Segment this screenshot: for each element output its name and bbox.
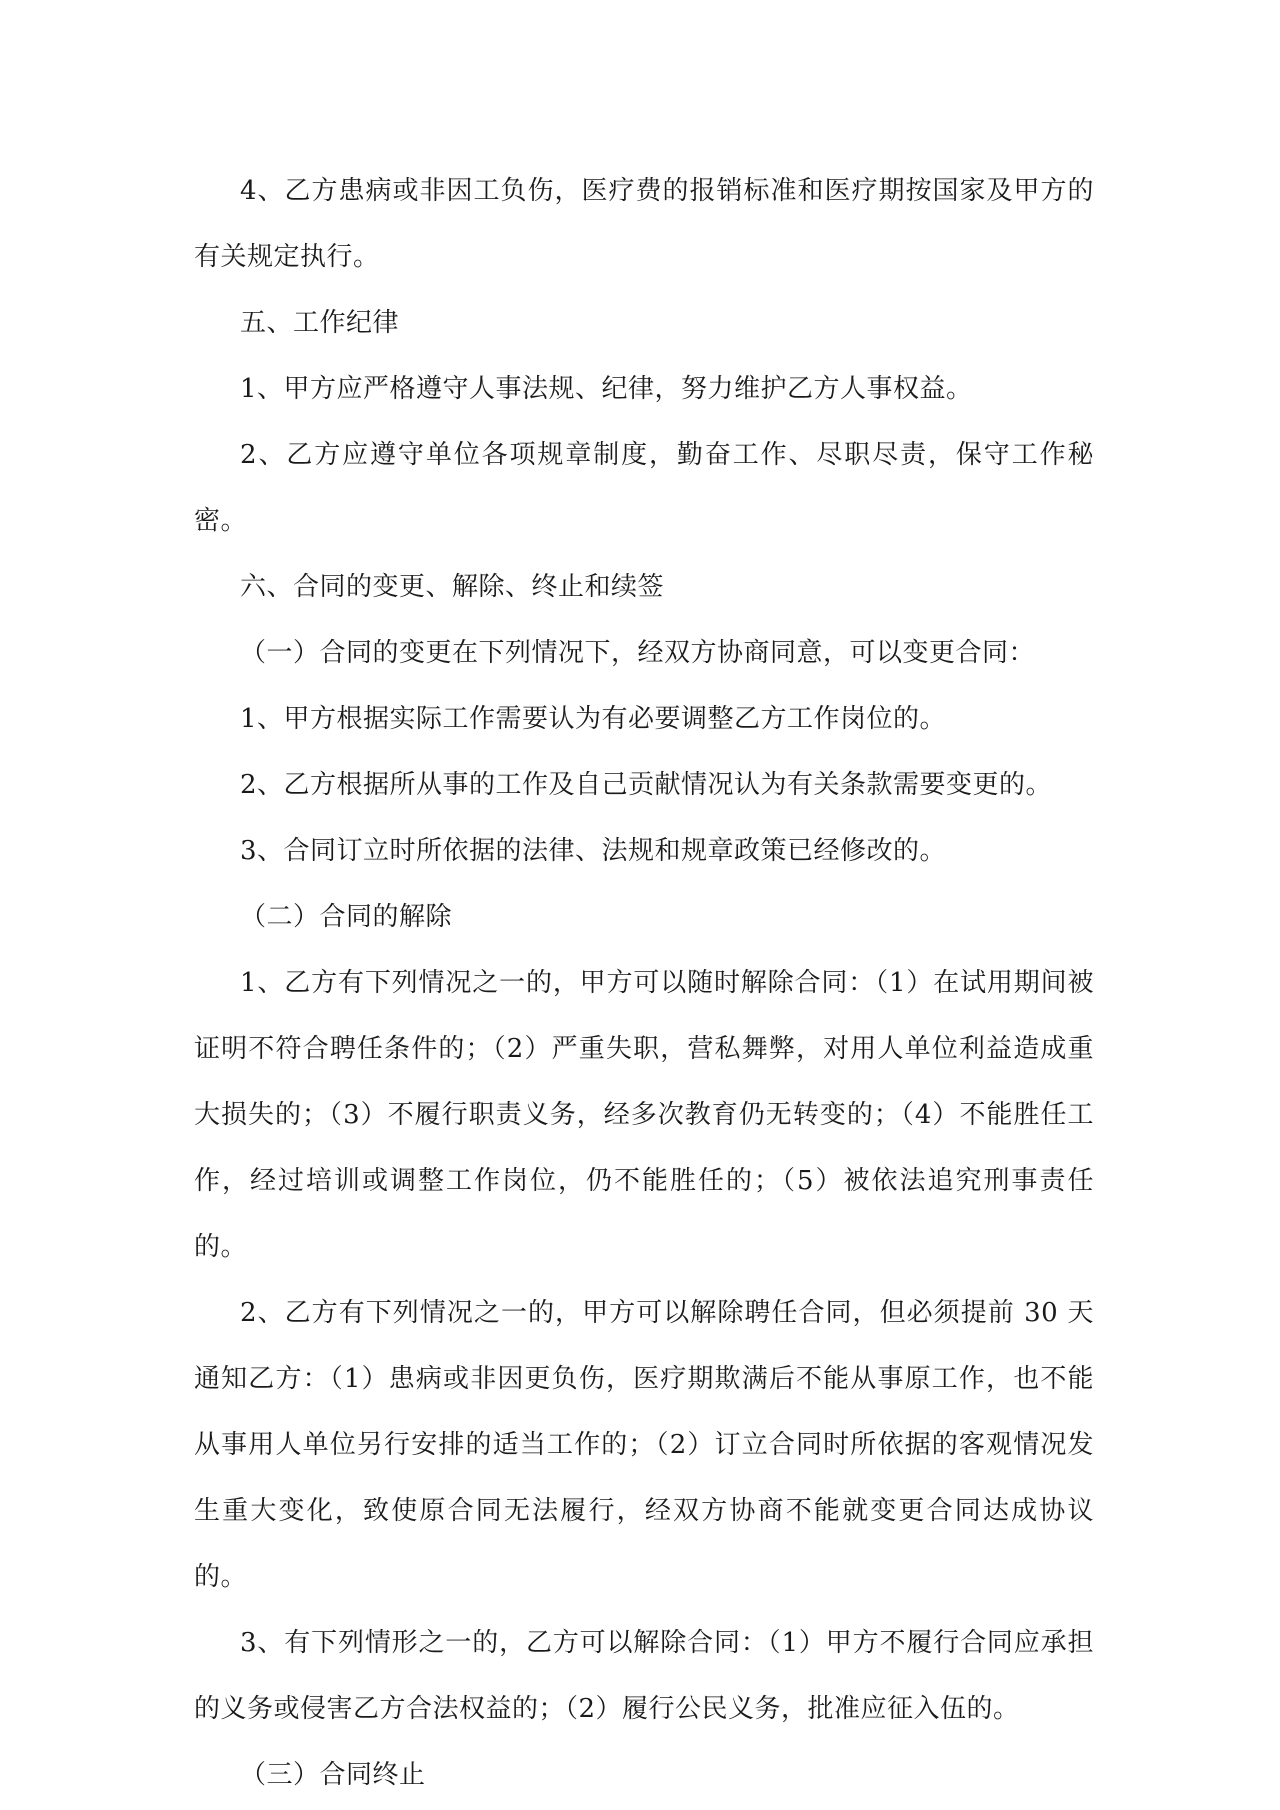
subsection-heading-contract-end: （三）合同终止 <box>240 1760 426 1790</box>
paragraph-modification-2: 2、乙方根据所从事的工作及自己贡献情况认为有关条款需要变更的。 <box>240 770 1053 800</box>
subsection-heading-contract-modification: （一）合同的变更在下列情况下，经双方协商同意，可以变更合同： <box>240 638 1036 668</box>
paragraph-termination-3: 3、有下列情形之一的，乙方可以解除合同：（1）甲方不履行合同应承担的义务或侵害乙方合法权益的；（2）履行公民义务，批准应征入伍的。 <box>194 1628 1094 1724</box>
document-body <box>194 158 1094 1808</box>
paragraph-termination-1: 1、乙方有下列情况之一的，甲方可以随时解除合同：（1）在试用期间被证明不符合聘任条件的；（2）严重失职，营私舞弊，对用人单位利益造成重大损失的；（3）不履行职责义务，经多次教育仍无转变的；（4）不能胜任工作，经过培训或调整工作岗位，仍不能胜任的；（5）被依法追究刑事责任的。 <box>194 968 1094 1262</box>
section-heading-work-discipline: 五、工作纪律 <box>240 308 400 338</box>
subsection-heading-contract-termination: （二）合同的解除 <box>240 902 453 932</box>
paragraph-medical-expenses: 4、乙方患病或非因工负伤，医疗费的报销标准和医疗期按国家及甲方的有关规定执行。 <box>194 176 1094 272</box>
paragraph-modification-1: 1、甲方根据实际工作需要认为有必要调整乙方工作岗位的。 <box>240 704 947 734</box>
paragraph-termination-2: 2、乙方有下列情况之一的，甲方可以解除聘任合同，但必须提前 30 天通知乙方：（1）患病或非因更负伤，医疗期欺满后不能从事原工作，也不能从事用人单位另行安排的适当工作的；（2）订立合同时所依据的客观情况发生重大变化，致使原合同无法履行，经双方协商不能就变更合同达成协议的。 <box>194 1298 1094 1592</box>
paragraph-discipline-party-a: 1、甲方应严格遵守人事法规、纪律，努力维护乙方人事权益。 <box>240 374 973 404</box>
paragraph-modification-3: 3、合同订立时所依据的法律、法规和规章政策已经修改的。 <box>240 836 947 866</box>
paragraph-discipline-party-b: 2、乙方应遵守单位各项规章制度，勤奋工作、尽职尽责，保守工作秘密。 <box>194 440 1094 536</box>
section-heading-contract-changes: 六、合同的变更、解除、终止和续签 <box>240 572 665 602</box>
